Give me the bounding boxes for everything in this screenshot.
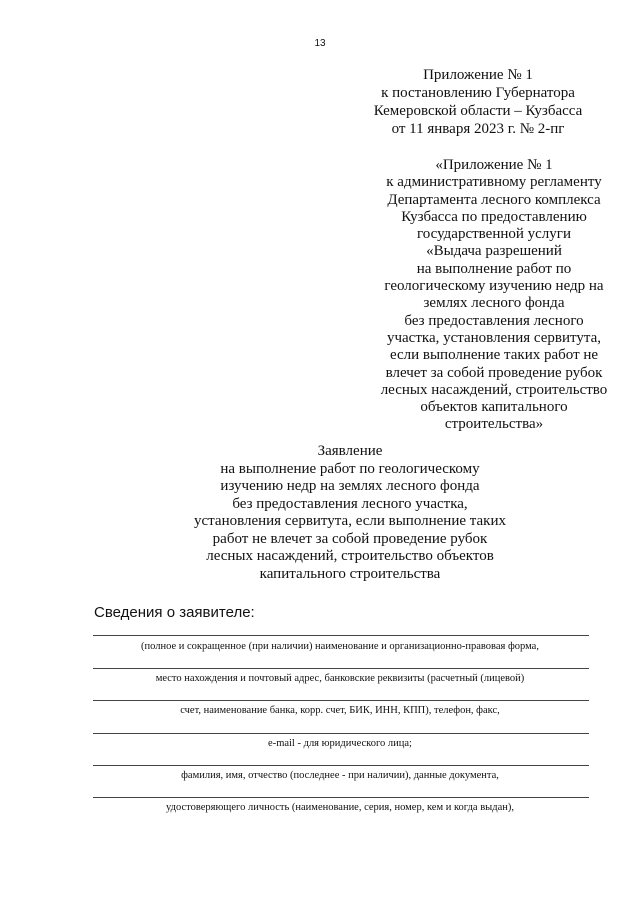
appendix-regulation-line: государственной услуги [417, 226, 571, 243]
appendix-regulation-line: влечет за собой проведение рубок [385, 364, 603, 381]
appendix-main-line: от 11 января 2023 г. № 2-пг [391, 121, 565, 137]
form-fill-line [93, 700, 589, 701]
statement-title-line: на выполнение работ по геологическому [220, 460, 480, 477]
form-fill-line [93, 797, 589, 798]
appendix-regulation-line: объектов капитального [420, 399, 568, 416]
appendix-regulation-header [365, 157, 623, 434]
form-caption: фамилия, имя, отчество (последнее - при наличии), данные документа, [181, 770, 499, 781]
form-caption: счет, наименование банка, корр. счет, БИК, ИНН, КПП), телефон, факс, [180, 705, 500, 716]
statement-title [140, 443, 560, 583]
appendix-regulation-line: на выполнение работ по [416, 260, 572, 277]
form-caption: удостоверяющего личность (наименование, серия, номер, кем и когда выдан), [166, 802, 514, 813]
statement-title-line: установления сервитута, если выполнение таких [194, 513, 506, 529]
appendix-regulation-line: лесных насаждений, строительство [380, 381, 608, 398]
appendix-regulation-line: «Приложение № 1 [435, 157, 553, 173]
appendix-regulation-line: если выполнение таких работ не [389, 347, 599, 364]
form-fill-line [93, 765, 589, 766]
statement-title-line: лесных насаждений, строительство объектов [206, 548, 494, 564]
appendix-regulation-line: землях лесного фонда [423, 295, 565, 312]
form-fill-line [93, 733, 589, 734]
appendix-regulation-line: к административному регламенту [386, 174, 602, 191]
applicant-info-label: Сведения о заявителе: [94, 604, 255, 621]
appendix-regulation-line: без предоставления лесного [404, 312, 584, 329]
appendix-regulation-line: Департамента лесного комплекса [387, 191, 601, 208]
appendix-regulation-line: Кузбасса по предоставлению [401, 208, 587, 225]
appendix-regulation-line: участка, установления сервитута, [386, 329, 602, 346]
statement-title-line: Заявление [317, 443, 383, 459]
appendix-main-header [350, 66, 606, 138]
statement-title-line: капитального строительства [259, 565, 441, 582]
appendix-main-line: Приложение № 1 [423, 67, 533, 83]
appendix-main-line: Кемеровской области – Кузбасса [373, 103, 583, 119]
statement-title-line: работ не влечет за собой проведение рубок [212, 530, 488, 547]
statement-title-line: без предоставления лесного участка, [232, 495, 468, 512]
statement-title-line: изучению недр на землях лесного фонда [220, 478, 480, 494]
appendix-main-line: к постановлению Губернатора [381, 85, 575, 101]
form-caption: место нахождения и почтовый адрес, банковские реквизиты (расчетный (лицевой) [155, 673, 525, 684]
appendix-regulation-line: геологическому изучению недр на [384, 278, 604, 295]
form-caption: (полное и сокращенное (при наличии) наименование и организационно-правовая форма, [141, 641, 539, 652]
appendix-regulation-line: «Выдача разрешений [426, 243, 562, 260]
form-fill-line [93, 668, 589, 669]
form-fill-line [93, 635, 589, 636]
form-caption: e-mail - для юридического лица; [268, 738, 412, 749]
appendix-regulation-line: строительства» [444, 416, 544, 433]
page-number: 13 [314, 38, 326, 49]
